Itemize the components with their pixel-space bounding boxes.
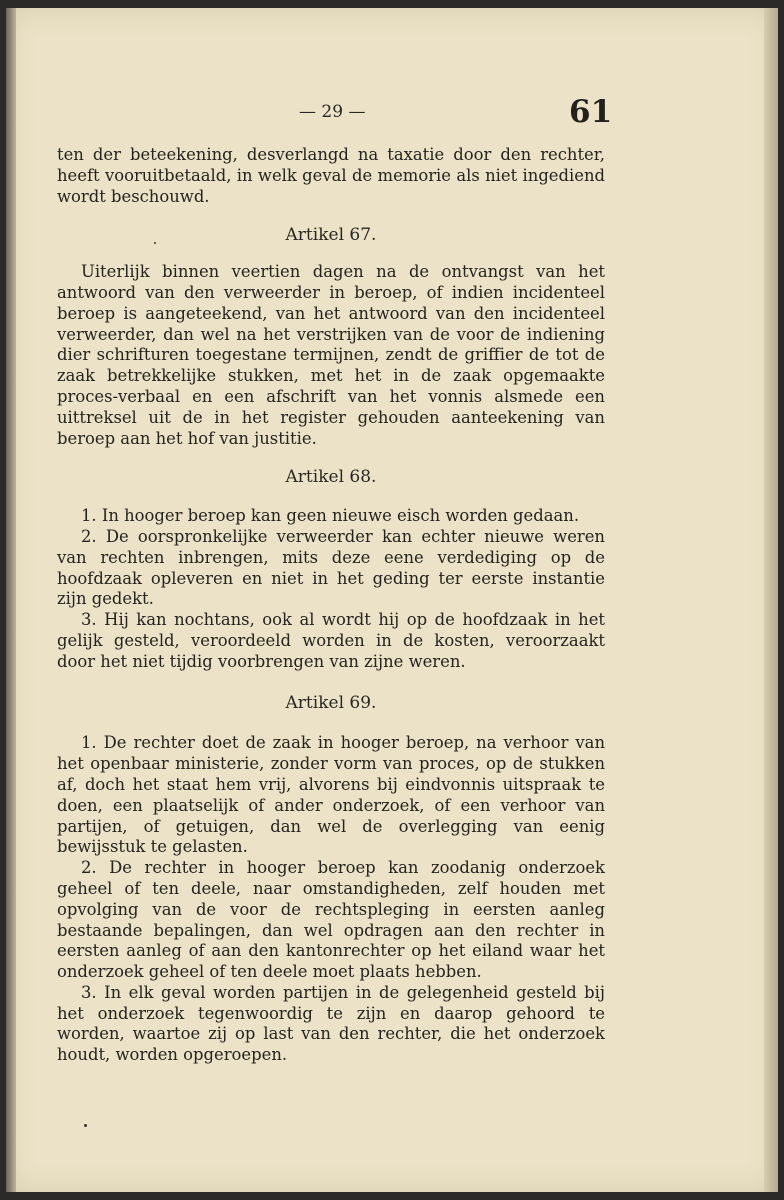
paper-speck xyxy=(154,242,156,244)
article-68-heading: Artikel 68. xyxy=(285,467,377,488)
article-67-paragraph: Uiterlijk binnen veertien dagen na de ontvangst van het antwoord van den verweerder in beroep, of indien incidenteel beroep is aangeteekend, van het antwoord van den incidenteel verweerder, dan wel na het verstrijken van de voor de indiening dier schrifturen toegestane termijnen, zendt de griffier de tot de zaak betrekkelijke stukken, met het in de zaak opgemaakte proces-verbaal en een afschrift van het vonnis alsmede een uittreksel uit de in het register gehouden aanteekening van beroep aan het hof van justitie. xyxy=(57,262,605,448)
book-spine-shadow xyxy=(6,8,16,1192)
intro-paragraph: ten der beteekening, desverlangd na taxatie door den rechter, heeft vooruitbetaald, in welk geval de memorie als niet ingediend wordt beschouwd. xyxy=(57,145,605,206)
page-body xyxy=(57,145,605,1066)
article-69-heading: Artikel 69. xyxy=(285,692,377,713)
book-page xyxy=(6,8,778,1192)
article-68-paragraph-2: 2. De oorspronkelijke verweerder kan echter nieuwe weren van rechten inbrengen, mits deze eene verdediging op de hoofdzaak opleveren en niet in het geding ter eerste instantie zijn gedekt. xyxy=(57,526,605,609)
article-69-paragraph-3: 3. In elk geval worden partijen in de gelegenheid gesteld bij het onderzoek tegenwoordig te zijn en daarop gehoord te worden, waartoe zij op last van den rechter, die het onderzoek houdt, worden opgeroepen. xyxy=(57,982,605,1065)
paper-speck xyxy=(84,1124,87,1127)
folio-number: — 29 — xyxy=(299,102,366,122)
article-69-paragraph-2: 2. De rechter in hooger beroep kan zoodanig onderzoek geheel of ten deele, naar omstandigheden, zelf houden met opvolging van de voor de rechtspleging in eersten aanleg bestaande bepalingen, dan wel opdragen aan den rechter in eersten aanleg of aan den kantonrechter op het eiland waar het onderzoek geheel of ten deele moet plaats hebben. xyxy=(57,858,605,982)
page-number: 61 xyxy=(569,94,613,130)
article-69-paragraph-1: 1. De rechter doet de zaak in hooger beroep, na verhoor van het openbaar ministerie, zonder vorm van proces, op de stukken af, doch het staat hem vrij, alvorens bij eindvonnis uitspraak te doen, een plaatselijk of ander onderzoek, of een verhoor van partijen, of getuigen, dan wel de overlegging van eenig bewijsstuk te gelasten. xyxy=(57,733,605,857)
page-edge xyxy=(764,8,778,1192)
article-68-paragraph-1: 1. In hooger beroep kan geen nieuwe eisch worden gedaan. xyxy=(81,506,580,526)
article-67-heading: Artikel 67. xyxy=(285,225,377,246)
article-68-paragraph-3: 3. Hij kan nochtans, ook al wordt hij op de hoofdzaak in het gelijk gesteld, veroordeeld worden in de kosten, veroorzaakt door het niet tijdig voorbrengen van zijne weren. xyxy=(57,610,605,671)
